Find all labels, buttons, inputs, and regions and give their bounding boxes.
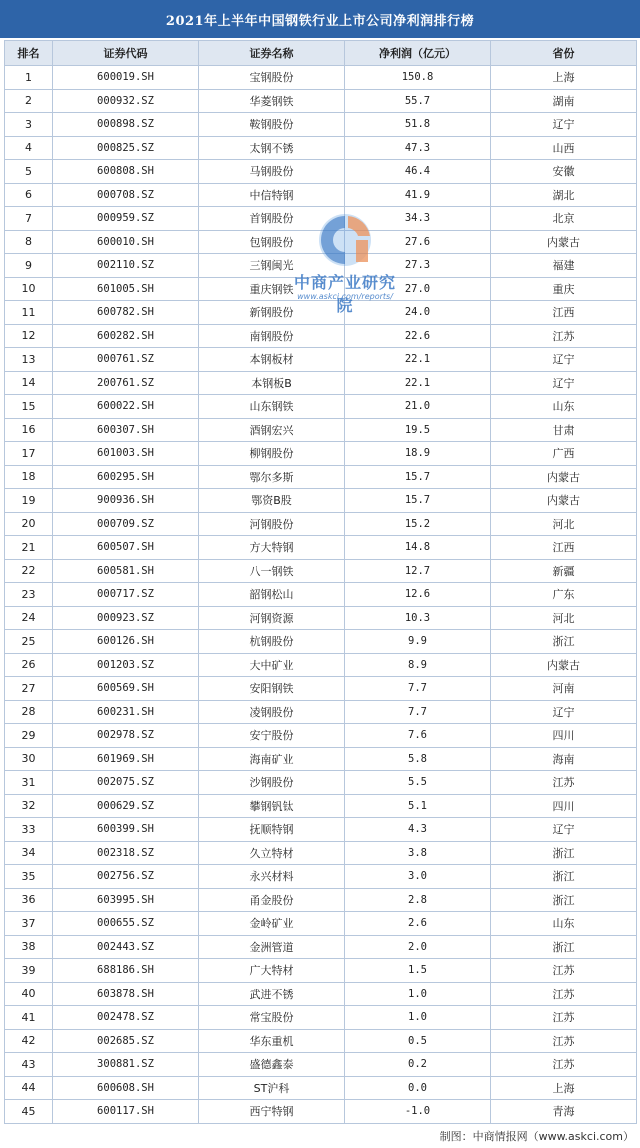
cell-code: 600022.SH [53, 395, 199, 419]
cell-province: 辽宁 [491, 113, 637, 137]
cell-province: 北京 [491, 207, 637, 231]
table-row [5, 536, 637, 560]
cell-code: 000709.SZ [53, 512, 199, 536]
cell-province: 浙江 [491, 630, 637, 654]
cell-province: 辽宁 [491, 371, 637, 395]
cell-profit: 7.7 [345, 700, 491, 724]
cell-rank: 44 [5, 1076, 53, 1100]
cell-profit: 8.9 [345, 653, 491, 677]
cell-name: 广大特材 [199, 959, 345, 983]
cell-name: 金洲管道 [199, 935, 345, 959]
cell-name: 华东重机 [199, 1029, 345, 1053]
cell-name: 宝钢股份 [199, 66, 345, 90]
cell-code: 002478.SZ [53, 1006, 199, 1030]
cell-name: 马钢股份 [199, 160, 345, 184]
table-row [5, 794, 637, 818]
cell-code: 000923.SZ [53, 606, 199, 630]
table-row [5, 583, 637, 607]
table-row [5, 606, 637, 630]
cell-province: 辽宁 [491, 818, 637, 842]
cell-rank: 34 [5, 841, 53, 865]
table-row [5, 912, 637, 936]
table-row [5, 395, 637, 419]
cell-profit: 15.2 [345, 512, 491, 536]
table-row [5, 1029, 637, 1053]
cell-name: 中信特钢 [199, 183, 345, 207]
cell-code: 900936.SH [53, 489, 199, 513]
cell-rank: 7 [5, 207, 53, 231]
table-row [5, 207, 637, 231]
cell-code: 601969.SH [53, 747, 199, 771]
cell-rank: 18 [5, 465, 53, 489]
cell-province: 新疆 [491, 559, 637, 583]
cell-province: 内蒙古 [491, 230, 637, 254]
cell-rank: 8 [5, 230, 53, 254]
cell-province: 安徽 [491, 160, 637, 184]
cell-code: 000898.SZ [53, 113, 199, 137]
cell-code: 002075.SZ [53, 771, 199, 795]
cell-rank: 20 [5, 512, 53, 536]
cell-name: 河钢股份 [199, 512, 345, 536]
cell-rank: 35 [5, 865, 53, 889]
cell-name: 大中矿业 [199, 653, 345, 677]
cell-profit: 2.8 [345, 888, 491, 912]
page-title: 2021年上半年中国钢铁行业上市公司净利润排行榜 [0, 0, 640, 38]
cell-profit: 46.4 [345, 160, 491, 184]
cell-rank: 21 [5, 536, 53, 560]
table-row [5, 700, 637, 724]
cell-province: 甘肃 [491, 418, 637, 442]
cell-name: ST沪科 [199, 1076, 345, 1100]
ranking-table [4, 40, 637, 1124]
cell-name: 鄂尔多斯 [199, 465, 345, 489]
table-row [5, 418, 637, 442]
cell-profit: 10.3 [345, 606, 491, 630]
cell-province: 青海 [491, 1100, 637, 1124]
cell-code: 000629.SZ [53, 794, 199, 818]
cell-province: 辽宁 [491, 348, 637, 372]
cell-name: 八一钢铁 [199, 559, 345, 583]
cell-rank: 25 [5, 630, 53, 654]
cell-name: 方大特钢 [199, 536, 345, 560]
cell-name: 包钢股份 [199, 230, 345, 254]
table-row [5, 254, 637, 278]
cell-province: 辽宁 [491, 700, 637, 724]
cell-rank: 17 [5, 442, 53, 466]
cell-province: 上海 [491, 66, 637, 90]
cell-province: 湖南 [491, 89, 637, 113]
cell-name: 本钢板B [199, 371, 345, 395]
cell-profit: -1.0 [345, 1100, 491, 1124]
cell-name: 抚顺特钢 [199, 818, 345, 842]
cell-name: 南钢股份 [199, 324, 345, 348]
table-row [5, 935, 637, 959]
cell-name: 鄂资B股 [199, 489, 345, 513]
cell-rank: 45 [5, 1100, 53, 1124]
cell-name: 首钢股份 [199, 207, 345, 231]
table-row [5, 888, 637, 912]
table-row [5, 465, 637, 489]
table-row [5, 230, 637, 254]
cell-rank: 30 [5, 747, 53, 771]
cell-name: 武进不锈 [199, 982, 345, 1006]
table-row [5, 348, 637, 372]
cell-name: 柳钢股份 [199, 442, 345, 466]
cell-code: 200761.SZ [53, 371, 199, 395]
cell-province: 广东 [491, 583, 637, 607]
cell-code: 603995.SH [53, 888, 199, 912]
cell-code: 601005.SH [53, 277, 199, 301]
cell-rank: 2 [5, 89, 53, 113]
cell-profit: 27.3 [345, 254, 491, 278]
cell-code: 600399.SH [53, 818, 199, 842]
cell-province: 湖北 [491, 183, 637, 207]
cell-profit: 18.9 [345, 442, 491, 466]
cell-rank: 31 [5, 771, 53, 795]
table-row [5, 489, 637, 513]
cell-name: 久立特材 [199, 841, 345, 865]
cell-rank: 4 [5, 136, 53, 160]
cell-province: 山东 [491, 395, 637, 419]
cell-profit: 27.6 [345, 230, 491, 254]
cell-profit: 7.6 [345, 724, 491, 748]
header-rank: 排名 [5, 41, 53, 66]
cell-name: 安宁股份 [199, 724, 345, 748]
table-row [5, 442, 637, 466]
cell-name: 太钢不锈 [199, 136, 345, 160]
cell-profit: 22.6 [345, 324, 491, 348]
cell-profit: 55.7 [345, 89, 491, 113]
table-row [5, 160, 637, 184]
cell-name: 酒钢宏兴 [199, 418, 345, 442]
cell-rank: 37 [5, 912, 53, 936]
cell-code: 600307.SH [53, 418, 199, 442]
cell-rank: 1 [5, 66, 53, 90]
cell-province: 江苏 [491, 771, 637, 795]
cell-province: 上海 [491, 1076, 637, 1100]
cell-rank: 38 [5, 935, 53, 959]
cell-profit: 1.0 [345, 1006, 491, 1030]
cell-profit: 14.8 [345, 536, 491, 560]
cell-name: 山东钢铁 [199, 395, 345, 419]
cell-province: 广西 [491, 442, 637, 466]
cell-name: 永兴材料 [199, 865, 345, 889]
cell-code: 000655.SZ [53, 912, 199, 936]
cell-profit: 0.2 [345, 1053, 491, 1077]
cell-profit: 12.6 [345, 583, 491, 607]
table-body [5, 66, 637, 1124]
cell-province: 四川 [491, 724, 637, 748]
header-profit: 净利润（亿元） [345, 41, 491, 66]
cell-code: 001203.SZ [53, 653, 199, 677]
cell-code: 002756.SZ [53, 865, 199, 889]
cell-province: 浙江 [491, 888, 637, 912]
cell-name: 金岭矿业 [199, 912, 345, 936]
cell-profit: 3.8 [345, 841, 491, 865]
cell-profit: 51.8 [345, 113, 491, 137]
header-code: 证券代码 [53, 41, 199, 66]
table-row [5, 301, 637, 325]
cell-rank: 3 [5, 113, 53, 137]
table-row [5, 1076, 637, 1100]
table-row [5, 89, 637, 113]
cell-code: 002110.SZ [53, 254, 199, 278]
cell-code: 002978.SZ [53, 724, 199, 748]
cell-code: 000932.SZ [53, 89, 199, 113]
cell-profit: 12.7 [345, 559, 491, 583]
cell-rank: 13 [5, 348, 53, 372]
cell-province: 福建 [491, 254, 637, 278]
cell-province: 河南 [491, 677, 637, 701]
cell-rank: 43 [5, 1053, 53, 1077]
cell-name: 三钢闽光 [199, 254, 345, 278]
table-row [5, 747, 637, 771]
cell-name: 安阳钢铁 [199, 677, 345, 701]
cell-province: 重庆 [491, 277, 637, 301]
cell-rank: 5 [5, 160, 53, 184]
cell-province: 内蒙古 [491, 489, 637, 513]
cell-rank: 41 [5, 1006, 53, 1030]
cell-rank: 32 [5, 794, 53, 818]
cell-name: 河钢资源 [199, 606, 345, 630]
cell-rank: 42 [5, 1029, 53, 1053]
cell-profit: 15.7 [345, 465, 491, 489]
cell-code: 600608.SH [53, 1076, 199, 1100]
cell-code: 688186.SH [53, 959, 199, 983]
cell-province: 山西 [491, 136, 637, 160]
cell-code: 600117.SH [53, 1100, 199, 1124]
cell-code: 000761.SZ [53, 348, 199, 372]
cell-name: 西宁特钢 [199, 1100, 345, 1124]
cell-code: 000959.SZ [53, 207, 199, 231]
watermark-url: www.askci.com/reports/ [297, 292, 393, 301]
header-province: 省份 [491, 41, 637, 66]
cell-code: 000708.SZ [53, 183, 199, 207]
cell-rank: 39 [5, 959, 53, 983]
cell-rank: 23 [5, 583, 53, 607]
cell-profit: 47.3 [345, 136, 491, 160]
cell-code: 600010.SH [53, 230, 199, 254]
table-row [5, 841, 637, 865]
cell-rank: 14 [5, 371, 53, 395]
cell-name: 华菱钢铁 [199, 89, 345, 113]
cell-profit: 27.0 [345, 277, 491, 301]
cell-rank: 26 [5, 653, 53, 677]
table-row [5, 324, 637, 348]
table-header-row [5, 41, 637, 66]
cell-rank: 36 [5, 888, 53, 912]
cell-rank: 9 [5, 254, 53, 278]
cell-name: 甬金股份 [199, 888, 345, 912]
cell-rank: 12 [5, 324, 53, 348]
table-row [5, 982, 637, 1006]
cell-name: 新钢股份 [199, 301, 345, 325]
cell-province: 江苏 [491, 1029, 637, 1053]
table-row [5, 512, 637, 536]
cell-code: 600507.SH [53, 536, 199, 560]
cell-province: 江西 [491, 536, 637, 560]
cell-code: 000717.SZ [53, 583, 199, 607]
cell-profit: 22.1 [345, 348, 491, 372]
cell-province: 河北 [491, 512, 637, 536]
table-row [5, 1053, 637, 1077]
cell-province: 内蒙古 [491, 653, 637, 677]
cell-code: 600782.SH [53, 301, 199, 325]
cell-province: 江苏 [491, 982, 637, 1006]
cell-profit: 15.7 [345, 489, 491, 513]
watermark-text: 中商产业研究院 [293, 273, 396, 315]
cell-profit: 41.9 [345, 183, 491, 207]
table-row [5, 959, 637, 983]
cell-rank: 29 [5, 724, 53, 748]
cell-profit: 22.1 [345, 371, 491, 395]
cell-code: 600126.SH [53, 630, 199, 654]
cell-province: 江苏 [491, 324, 637, 348]
cell-rank: 11 [5, 301, 53, 325]
cell-code: 600295.SH [53, 465, 199, 489]
cell-profit: 34.3 [345, 207, 491, 231]
cell-name: 鞍钢股份 [199, 113, 345, 137]
table-row [5, 371, 637, 395]
cell-profit: 24.0 [345, 301, 491, 325]
table-row [5, 559, 637, 583]
cell-code: 002318.SZ [53, 841, 199, 865]
cell-profit: 150.8 [345, 66, 491, 90]
cell-province: 山东 [491, 912, 637, 936]
cell-profit: 19.5 [345, 418, 491, 442]
table-row [5, 653, 637, 677]
table-row [5, 113, 637, 137]
cell-name: 凌钢股份 [199, 700, 345, 724]
cell-profit: 0.0 [345, 1076, 491, 1100]
table-row [5, 630, 637, 654]
cell-profit: 1.5 [345, 959, 491, 983]
cell-rank: 40 [5, 982, 53, 1006]
cell-code: 600282.SH [53, 324, 199, 348]
cell-rank: 16 [5, 418, 53, 442]
cell-profit: 2.6 [345, 912, 491, 936]
cell-profit: 5.1 [345, 794, 491, 818]
cell-rank: 6 [5, 183, 53, 207]
cell-rank: 15 [5, 395, 53, 419]
cell-code: 300881.SZ [53, 1053, 199, 1077]
cell-name: 攀钢钒钛 [199, 794, 345, 818]
cell-code: 603878.SH [53, 982, 199, 1006]
cell-rank: 24 [5, 606, 53, 630]
cell-rank: 33 [5, 818, 53, 842]
cell-name: 盛德鑫泰 [199, 1053, 345, 1077]
table-row [5, 183, 637, 207]
cell-code: 600019.SH [53, 66, 199, 90]
cell-name: 重庆钢铁 [199, 277, 345, 301]
cell-profit: 5.5 [345, 771, 491, 795]
cell-profit: 7.7 [345, 677, 491, 701]
table-row [5, 277, 637, 301]
cell-province: 江苏 [491, 1006, 637, 1030]
cell-code: 600808.SH [53, 160, 199, 184]
cell-province: 浙江 [491, 935, 637, 959]
footer-credit: 制图：中商情报网（www.askci.com） [439, 1130, 634, 1143]
cell-code: 600231.SH [53, 700, 199, 724]
cell-rank: 27 [5, 677, 53, 701]
cell-profit: 9.9 [345, 630, 491, 654]
cell-province: 江苏 [491, 959, 637, 983]
cell-name: 杭钢股份 [199, 630, 345, 654]
cell-province: 江西 [491, 301, 637, 325]
cell-rank: 10 [5, 277, 53, 301]
cell-name: 常宝股份 [199, 1006, 345, 1030]
cell-profit: 4.3 [345, 818, 491, 842]
cell-province: 浙江 [491, 841, 637, 865]
cell-rank: 28 [5, 700, 53, 724]
cell-province: 内蒙古 [491, 465, 637, 489]
cell-name: 韶钢松山 [199, 583, 345, 607]
table-row [5, 865, 637, 889]
cell-province: 河北 [491, 606, 637, 630]
table-row [5, 66, 637, 90]
cell-name: 海南矿业 [199, 747, 345, 771]
cell-rank: 19 [5, 489, 53, 513]
cell-province: 四川 [491, 794, 637, 818]
cell-province: 江苏 [491, 1053, 637, 1077]
cell-code: 002685.SZ [53, 1029, 199, 1053]
cell-code: 601003.SH [53, 442, 199, 466]
cell-name: 沙钢股份 [199, 771, 345, 795]
cell-code: 000825.SZ [53, 136, 199, 160]
table-row [5, 677, 637, 701]
table-row [5, 1006, 637, 1030]
cell-profit: 1.0 [345, 982, 491, 1006]
cell-rank: 22 [5, 559, 53, 583]
table-row [5, 818, 637, 842]
cell-profit: 3.0 [345, 865, 491, 889]
cell-code: 600569.SH [53, 677, 199, 701]
cell-profit: 2.0 [345, 935, 491, 959]
header-name: 证券名称 [199, 41, 345, 66]
cell-code: 600581.SH [53, 559, 199, 583]
cell-province: 海南 [491, 747, 637, 771]
cell-profit: 5.8 [345, 747, 491, 771]
table-row [5, 724, 637, 748]
cell-name: 本钢板材 [199, 348, 345, 372]
table-row [5, 771, 637, 795]
table-row [5, 1100, 637, 1124]
cell-code: 002443.SZ [53, 935, 199, 959]
cell-province: 浙江 [491, 865, 637, 889]
cell-profit: 0.5 [345, 1029, 491, 1053]
cell-profit: 21.0 [345, 395, 491, 419]
table-row [5, 136, 637, 160]
